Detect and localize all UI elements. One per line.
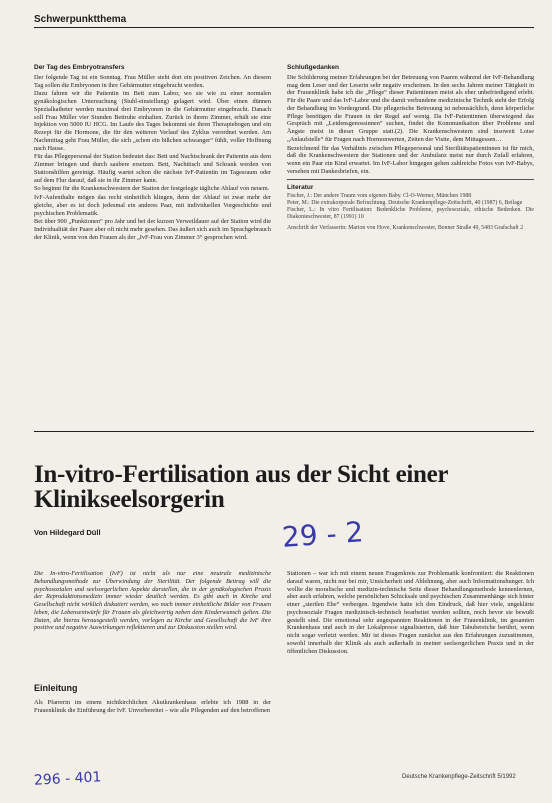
journal-footer: Deutsche Krankenpflege-Zeitschrift 5/1992 bbox=[402, 774, 516, 780]
byline: Von Hildegard Düll bbox=[34, 528, 101, 537]
handwritten-note: 29 - 2 bbox=[280, 515, 365, 554]
header-rule bbox=[34, 27, 534, 28]
article-abstract: Die In-vitro-Fertilisation (IvF) ist nicht als nur eine neutrale medizinische Behandlungsmethode zur Überwindung der Sterilität. Der folgende Beitrag will die psychosozialen und seelsorgerlichen Aspekte darstellen, die in der gynäkologischen Praxis der Reproduktionsmedizin immer wieder deutlich werden. Es gibt auch in Kirche und Gesellschaft nicht wirklich diskutiert werden, wo noch immer einheitliche Bilder von Frauen leben, die Lebensentwürfe für Frauen als gleichwertig neben dem Kinderwunsch gelten. Die Daten, die hierzu herausgestellt werden, vorlegen zu Kirche und Gesellschaft die IvF ihre positive und negative Auswirkungen reflektieren und zur Diskussion stellen wird. bbox=[34, 570, 271, 632]
literature-rule bbox=[287, 179, 534, 180]
handwritten-page-number: 296 - 401 bbox=[33, 769, 102, 789]
right-bottom-paragraph: Stationen – war ich mit einem neuen Fragenkreis zur Problematik konfrontiert: die Reaktionen darauf waren, nicht nur bei mir, Unsicherheit und Ablehnung, aber auch Informationshunger. Ich wollte die moralische und medizin-technische Seite dieser Behandlungsmethode kennenlernen, aber auch erfahren, welche persönlichen Schicksale und psychischen Zusammenhänge sich hinter einer „sterilen Ehe“ verbergen. Irgendwie hatte ich den Eindruck, daß hier viele, ungeklärte psychosoziale Fragen medizinisch-technisch bearbeitet werden sollten, noch bevor sie bewußt gestellt sind. Die emotional sehr angespannten Reaktionen in der Frauenklinik, im gesamten Krankenhaus und auch in der Lokalpresse signalisierten, daß hier Tabubereiche berührt, wenn nicht sogar verletzt werden. Mir ist dieses Fragen zunächst aus den Erfahrungen zuzustimmen, sowohl innerhalb der Klinik als auch außerhalb in meiner seelsorgerlichen Praxis und in der öffentlichen Diskussion. bbox=[287, 570, 534, 655]
left-top-paragraph: Der folgende Tag ist ein Sonntag. Frau Müller steht dort ein positiven Zeichen. An diesem Tag sollen die Embryonen in ihre Gebärmutter eingebracht werden. bbox=[34, 73, 271, 89]
left-top-heading: Der Tag des Embryotransfers bbox=[34, 64, 125, 71]
right-bottom-column bbox=[287, 570, 534, 656]
intro-text: Als Pfarrerin im einem nichtkirchlichen Akutkrankenhaus erlebte ich 1988 in der Frauenklinik die Einführung der IvF. Unvorbereitet – wie alle Pflegenden auf den betroffenen bbox=[34, 699, 271, 714]
right-top-paragraph: Bezeichnend für das Verhältnis zwischen Pflegepersonal und Sterilitätspatientinnen ist für mich, daß die Krankenschwestern der Stationen und der Ambulanz meist nur durch Zufall erfahren, wenn ein Paar ein Kind erwartet. Im IvF-Labor hingegen gehen zahlreiche Fotos von IvF-Babys, versehen mit Dankesbriefen, ein. bbox=[287, 144, 534, 175]
literature-entry: Fischer, L.: In vitro Fertilisation: Bedenkliche Probleme, psychosoziale, ethische Bedenken. Die Diakonieschwester, 87 (1991) 10 bbox=[287, 207, 534, 221]
left-top-paragraph: So beginnt für die Krankenschwestern der Station der festgelegte tägliche Ablauf von neuem. bbox=[34, 185, 270, 193]
article-title-line: In-vitro-Fertilisation aus der Sicht einer bbox=[34, 461, 449, 488]
article-title-line: Klinikseelsorgerin bbox=[34, 486, 225, 513]
right-top-column bbox=[287, 60, 534, 232]
right-top-heading: Schlußgedanken bbox=[287, 64, 340, 71]
left-top-column bbox=[34, 60, 271, 243]
section-header: Schwerpunktthema bbox=[34, 14, 127, 25]
article-divider bbox=[34, 431, 534, 432]
intro-heading: Einleitung bbox=[34, 683, 78, 693]
author-address: Anschrift der Verfasserin: Marion von Hove, Krankenschwester, Bonner Straße 49, 5483 Grafschaft 2 bbox=[287, 225, 524, 232]
literature-entry: Fischer, J.: Der andere Traum vom eigenen Baby. Cl-O-Werner, München 1988 bbox=[287, 193, 472, 200]
left-top-paragraph: IvF-Aufenthalte mögen das recht einheitlich klingen, denn der Ablauf ist zwar mehr der gleiche, aber es ist doch jedesmal ein anderes Paar, mit individuellen Vorgeschichte und psychischen Problematik. bbox=[34, 194, 271, 217]
literature-heading: Literatur bbox=[287, 183, 314, 191]
article-title bbox=[34, 462, 534, 512]
left-top-paragraph: Bei über 900 „Punktionen“ pro Jahr und bei der kurzen Verweildauer auf der Station wird die Individualität der Paare aber oft nicht mehr gesehen. Das äußert sich auch im Sprachgebrauch der Klinik, wenn von den Frauen als der „IvF-Frau von Zimmer 3“ gesprochen wird. bbox=[34, 218, 271, 241]
left-top-paragraph: Dazu fahren wir die Patientin im Bett zum Labor, wo sie wie zu einer normalen gynäkologischen Untersuchung (Stuhl-einstellung) gelagert wird. Über einen dünnen Spezialkatheter werden maximal drei Embryonen in die Gebärmutter eingebracht. Danach soll Frau Müller vier Stunden Bettruhe einhalten. Zurück in ihrem Zimmer, erhält sie eine Injektion von 5000 IU HCG. Im Laufe des Tages bekommt sie ihren Therapiebogen und ein Rezept für die Hormone, die für den weiteren Verlauf des Zyklus verordnet werden. Am Nachmittag geht Frau Müller, die sich „schon ein bißchen schwanger“ fühlt, voller Hoffnung nach Hause. bbox=[34, 90, 271, 152]
right-top-paragraph: Die Schilderung meiner Erfahrungen bei der Betreuung von Paaren während der IvF-Behandlung mag dem Leser und der Leserin sehr negativ erscheinen. In den sechs Jahren meiner Tätigkeit in der Frauenklinik habe ich die „Pflege“ dieser Patientinnen meist als eher unbefriedigend erlebt. Für die Paare und das IvF-Labor und die damit verbundene medizinische Technik steht der Erfolg der Behandlung im Vordergrund. Die pflegerische Betreuung ist nebensächlich, denn körperliche Pflege benötigen die Frauen in der Regel auf wenig. Da IvF-Patientinnen überwiegend das Gespräch mit „Leidensgenossinnen“ suchen, findet die Kommunikation über Probleme und Ängste meist in dieser Gruppe statt.(2). Die Krankenschwestern sind insoweit Lotse „Anlaufstelle“ für Fragen nach Hormonwerten, Zeiten der Visite, dem Mittagessen… bbox=[287, 73, 534, 143]
literature-entry: Peter, M.: Die extrakorporale Befruchtung. Deutsche Krankenpflege-Zeitschrift, 40 (1987) 6, Beilage bbox=[287, 200, 523, 207]
left-top-paragraph: Für das Pflegepersonal der Station bedeutet das: Bett und Nachtschrank der Patientin aus dem Zimmer bringen und durch saubere ersetzen. Bett, Nachttisch und Schrank werden von Stationshilfen gereinigt. Häufig wartet schon die nächste IvF-Patientin im Tagesraum oder auf dem Flur darauf, daß sie in ihr Zimmer kann. bbox=[34, 153, 271, 184]
